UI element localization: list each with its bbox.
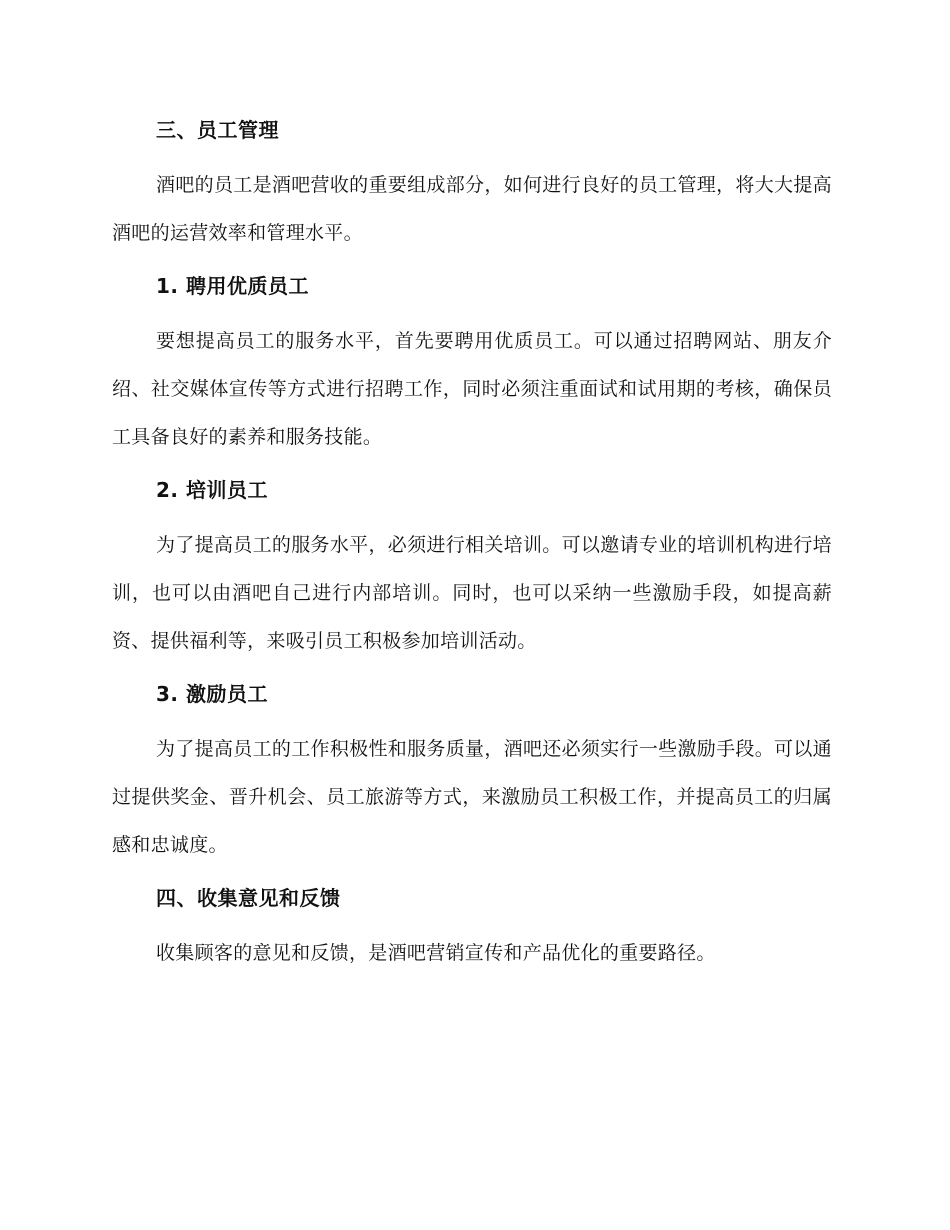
paragraph-collect-feedback: 收集顾客的意见和反馈，是酒吧营销宣传和产品优化的重要路径。	[156, 942, 716, 964]
subheading-hire-quality-staff: 1. 聘用优质员工	[156, 274, 309, 298]
subheading-motivate-staff: 3. 激励员工	[156, 682, 268, 706]
section-intro-paragraph: 酒吧的员工是酒吧营收的重要组成部分，如何进行良好的员工管理，将大大提高酒吧的运营效率和管理水平。	[112, 174, 832, 244]
subheading-train-staff: 2. 培训员工	[156, 478, 268, 502]
document-body	[112, 106, 832, 977]
paragraph-motivate-staff: 为了提高员工的工作积极性和服务质量，酒吧还必须实行一些激励手段。可以通过提供奖金、晋升机会、员工旅游等方式，来激励员工积极工作，并提高员工的归属感和忠诚度。	[112, 738, 832, 856]
paragraph-train-staff: 为了提高员工的服务水平，必须进行相关培训。可以邀请专业的培训机构进行培训，也可以由酒吧自己进行内部培训。同时，也可以采纳一些激励手段，如提高薪资、提供福利等，来吸引员工积极参加培训活动。	[112, 534, 832, 652]
section-heading-collect-feedback: 四、收集意见和反馈	[156, 886, 341, 910]
paragraph-hire-quality-staff: 要想提高员工的服务水平，首先要聘用优质员工。可以通过招聘网站、朋友介绍、社交媒体宣传等方式进行招聘工作，同时必须注重面试和试用期的考核，确保员工具备良好的素养和服务技能。	[112, 330, 832, 448]
section-heading-employee-management: 三、员工管理	[156, 118, 279, 142]
